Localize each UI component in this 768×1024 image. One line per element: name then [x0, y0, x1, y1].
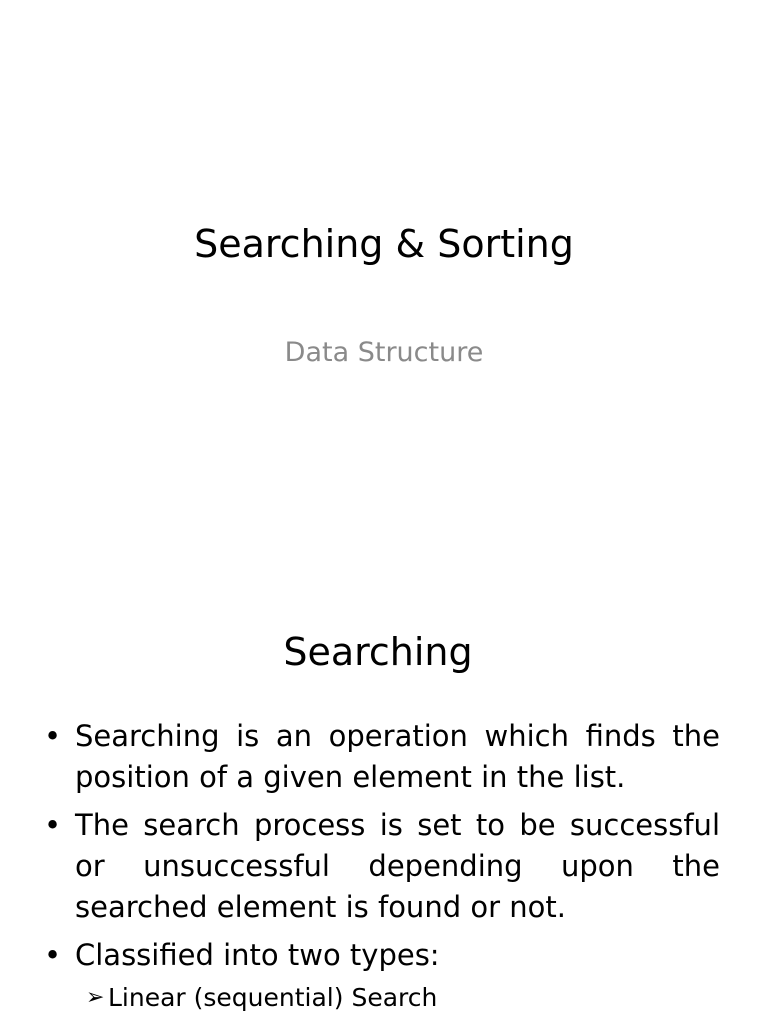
sub-bullet-list [86, 981, 720, 1015]
sub-bullet-text: Linear (sequential) Search [108, 983, 438, 1012]
slide-subtitle: Data Structure [284, 337, 484, 368]
sub-bullet-item [86, 981, 720, 1015]
bullet-dot-icon: • [44, 808, 62, 842]
bullet-list [44, 716, 720, 1015]
sub-bullet-container [44, 981, 720, 1015]
bullet-dot-icon: • [44, 719, 62, 753]
arrow-bullet-icon: ➢ [86, 985, 105, 1010]
content-slide [0, 576, 768, 1024]
bullet-text: Searching is an operation which finds the position of a given element in the list. [75, 719, 720, 794]
bullet-dot-icon: • [44, 938, 62, 972]
bullet-item [44, 935, 720, 976]
slide-title: Searching [283, 630, 473, 674]
bullet-item [44, 716, 720, 798]
bullet-item [44, 805, 720, 928]
bullet-text: The search process is set to be successful or unsuccessful depending upon the searched element is found or not. [75, 808, 720, 924]
slide-title: Searching & Sorting [194, 222, 574, 266]
bullet-text: Classified into two types: [75, 938, 440, 972]
